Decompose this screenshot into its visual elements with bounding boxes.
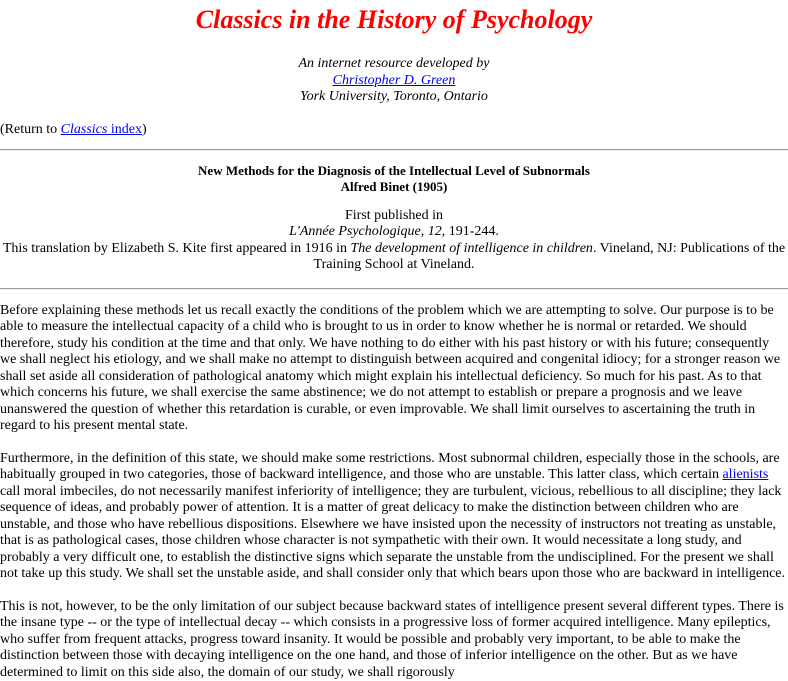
affiliation: York University, Toronto, Ontario: [0, 89, 788, 106]
paragraph-text: Furthermore, in the definition of this state, we should make some restrictions. Most subnormal children, especially those in the schools, are habitually grouped in two categories, those of backward intelligence, and those who are unstable. This latter class, which certain: [0, 451, 780, 483]
citation-separator: ,: [421, 224, 428, 239]
page-header: [0, 0, 788, 106]
divider: [0, 149, 788, 151]
journal-name: L'Année Psychologique: [289, 224, 421, 239]
journal-citation: [0, 224, 788, 241]
translation-suffix: . Vineland, NJ: Publications of the Training School at Vineland.: [314, 241, 786, 273]
resource-line: An internet resource developed by: [0, 56, 788, 73]
classics-index-link-italic[interactable]: Classics: [61, 122, 108, 137]
journal-volume: 12: [428, 224, 442, 239]
site-title: Classics in the History of Psychology: [0, 0, 788, 43]
resource-credits: [0, 56, 788, 106]
first-published: First published in: [0, 208, 788, 225]
return-nav: [0, 122, 788, 138]
article-body: [0, 303, 788, 681]
alienists-link[interactable]: alienists: [722, 467, 768, 482]
return-suffix: ): [142, 122, 147, 137]
classics-index-link[interactable]: [61, 122, 142, 137]
article-byline: Alfred Binet (1905): [0, 179, 788, 196]
body-paragraph: This is not, however, to be the only limitation of our subject because backward states of intelligence present several different types. There is the insane type -- or the type of intellectual decay -- which consists in a progressive loss of former acquired intelligence. Many epileptics, who suffer from frequent attacks, progress toward insanity. It would be possible and probably very important, to be able to make the distinction between those with decaying intelligence on the one hand, and those of inferior intelligence on the other. But as we have determined to limit on this side also, the domain of our study, we shall rigorously: [0, 599, 788, 681]
classics-index-link-rest[interactable]: index: [107, 122, 142, 137]
body-paragraph: Before explaining these methods let us recall exactly the conditions of the problem which we are attempting to solve. Our purpose is to be able to measure the intellectual capacity of a child who is brought to us in order to know whether he is normal or retarded. We should therefore, study his condition at the time and that only. We have nothing to do either with his past history or with his future; consequently we shall neglect his etiology, and we shall make no attempt to distinguish between acquired and congenital idiocy; for a stronger reason we shall set aside all consideration of pathological anatomy which might explain his intellectual deficiency. So much for his past. As to that which concerns his future, we shall exercise the same abstinence; we do not attempt to establish or prepare a prognosis and we leave unanswered the question of whether this retardation is curable, or even improvable. We shall limit ourselves to ascertaining the truth in regard to his present mental state.: [0, 303, 788, 435]
author-link[interactable]: Christopher D. Green: [333, 73, 456, 88]
translation-book: The development of intelligence in children: [350, 241, 592, 256]
paragraph-text: call moral imbeciles, do not necessarily manifest inferiority of intelligence; they are turbulent, vicious, rebellious to all discipline; they lack sequence of ideas, and probably power of attention. It is a matter of great delicacy to make the distinction between children who are unstable, and those who have rebellious dispositions. Elsewhere we have insisted upon the necessity of instructors not treating as unstable, that is as pathological cases, those children whose character is not sympathetic with their own. It would necessitate a long study, and probably a very difficult one, to establish the distinctive signs which separate the unstable from the undisciplined. For the present we shall not take up this study. We shall set the unstable aside, and shall consider only that which bears upon those who are backward in intelligence.: [0, 484, 785, 582]
article-heading: [0, 163, 788, 196]
publication-info: [0, 208, 788, 274]
translation-note: [0, 241, 788, 274]
article-title: New Methods for the Diagnosis of the Intellectual Level of Subnormals: [0, 163, 788, 180]
body-paragraph: [0, 451, 788, 583]
journal-pages: , 191-244.: [442, 224, 499, 239]
return-prefix: (Return to: [0, 122, 61, 137]
translation-prefix: This translation by Elizabeth S. Kite first appeared in 1916 in: [3, 241, 351, 256]
divider: [0, 288, 788, 290]
